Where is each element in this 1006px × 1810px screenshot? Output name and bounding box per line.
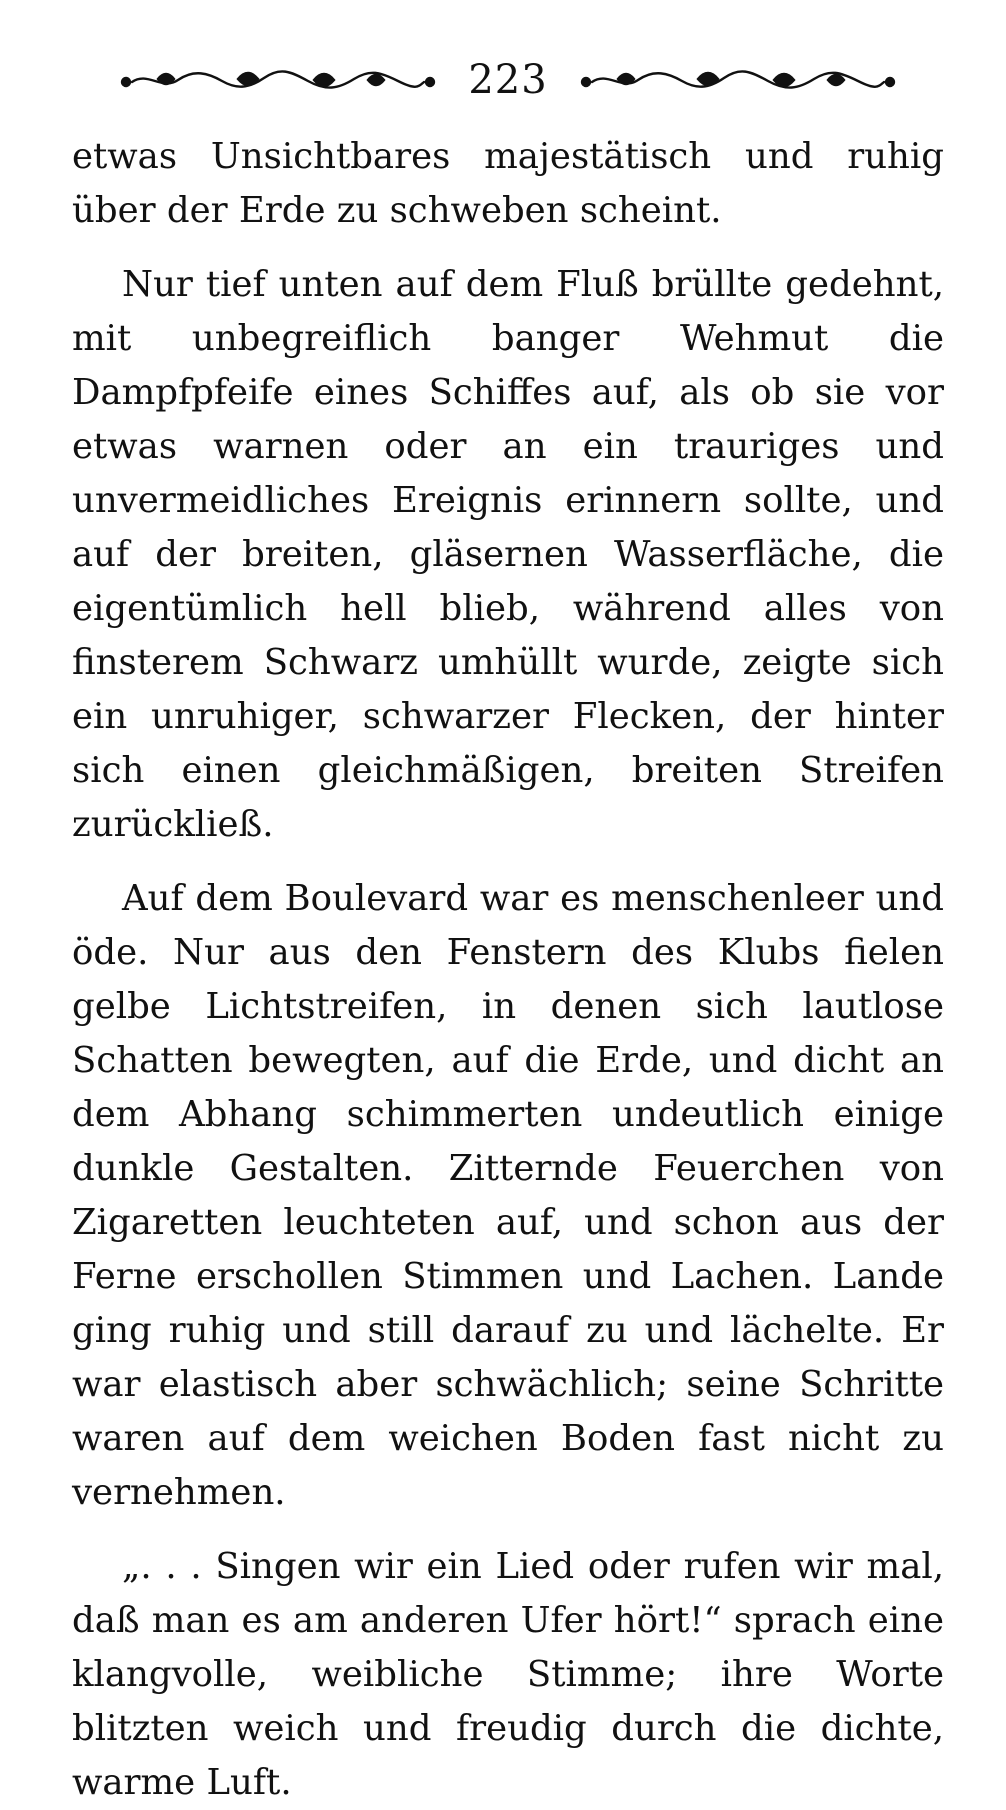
body-text	[72, 130, 944, 1810]
paragraph-river: Nur tief unten auf dem Fluß brüllte gedehnt, mit unbegreiflich banger Wehmut die Dampfpfeife eines Schiffes auf, als ob sie vor etwas warnen oder an ein trauriges und unvermeidliches Ereignis erinnern sollte, und auf der breiten, gläsernen Wasserfläche, die eigentümlich hell blieb, während alles von finsterem Schwarz umhüllt wurde, zeigte sich ein unruhiger, schwarzer Flecken, der hinter sich einen gleichmäßigen, breiten Streifen zurückließ.	[72, 264, 944, 845]
ornamental-rule-icon	[118, 65, 438, 95]
paragraph-song: „. . . Singen wir ein Lied oder rufen wir mal, daß man es am anderen Ufer hört!“ sprach eine klangvolle, weibliche Stimme; ihre Worte blitzten weich und freudig durch die dichte, warme Luft.	[72, 1546, 944, 1803]
page-number: 223	[468, 57, 548, 103]
paragraph-boulevard: Auf dem Boulevard war es menschenleer und öde. Nur aus den Fenstern des Klubs fielen gelbe Lichtstreifen, in denen sich lautlose Schatten bewegten, auf die Erde, und dicht an dem Abhang schimmerten undeutlich einige dunkle Gestalten. Zitternde Feuerchen von Zigaretten leuchteten auf, und schon aus der Ferne erschollen Stimmen und Lachen. Lande ging ruhig und still darauf zu und lächelte. Er war elastisch aber schwächlich; seine Schritte waren auf dem weichen Boden fast nicht zu vernehmen.	[72, 878, 944, 1513]
paragraph-continuation: etwas Unsichtbares majestätisch und ruhig über der Erde zu schweben scheint.	[72, 136, 944, 231]
page-header	[72, 50, 944, 110]
ornamental-rule-icon	[578, 65, 898, 95]
